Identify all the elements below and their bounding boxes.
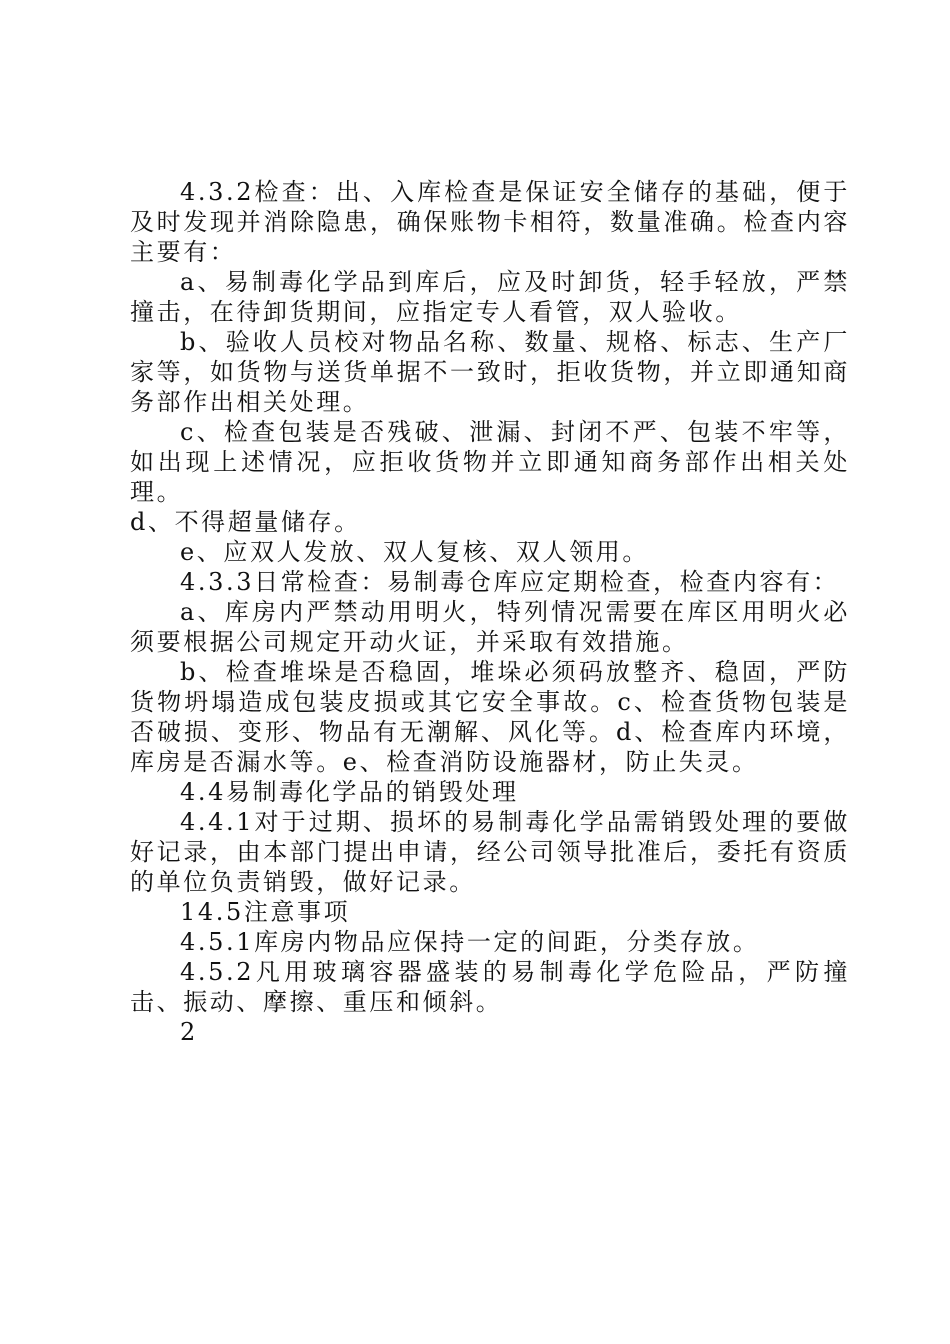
paragraph-item-a-unloading: a、易制毒化学品到库后，应及时卸货，轻手轻放，严禁撞击，在待卸货期间，应指定专人看管，双人验收。	[130, 268, 850, 326]
paragraph-item-b-verification: b、验收人员校对物品名称、数量、规格、标志、生产厂家等，如货物与送货单据不一致时，拒收货物，并立即通知商务部作出相关处理。	[130, 328, 850, 416]
page-number: 2	[180, 1018, 198, 1046]
paragraph-daily-a-open-fire: a、库房内严禁动用明火，特列情况需要在库区用明火必须要根据公司规定开动火证，并采取有效措施。	[130, 598, 850, 656]
paragraph-item-c-packaging: c、检查包装是否残破、泄漏、封闭不严、包装不牢等，如出现上述情况，应拒收货物并立即通知商务部作出相关处理。	[130, 418, 850, 506]
paragraph-4-3-3-daily-inspection: 4.3.3日常检查：易制毒仓库应定期检查，检查内容有：	[180, 568, 840, 596]
paragraph-4-3-2-inspection: 4.3.2检查：出、入库检查是保证安全储存的基础，便于及时发现并消除隐患，确保账物卡相符，数量准确。检查内容主要有：	[130, 178, 850, 266]
heading-14-5-notes: 14.5注意事项	[180, 898, 351, 926]
paragraph-item-e-dual-control: e、应双人发放、双人复核、双人领用。	[180, 538, 650, 566]
paragraph-4-5-1-spacing: 4.5.1库房内物品应保持一定的间距，分类存放。	[180, 928, 760, 956]
document-page	[130, 177, 850, 1047]
paragraph-4-5-2-glass-containers: 4.5.2凡用玻璃容器盛装的易制毒化学危险品，严防撞击、振动、摩擦、重压和倾斜。	[130, 958, 850, 1016]
heading-4-4-destruction: 4.4易制毒化学品的销毁处理	[180, 778, 519, 806]
paragraph-4-4-1-destruction-process: 4.4.1对于过期、损坏的易制毒化学品需销毁处理的要做好记录，由本部门提出申请，经公司领导批准后，委托有资质的单位负责销毁，做好记录。	[130, 808, 850, 896]
paragraph-daily-b-stacking: b、检查堆垛是否稳固，堆垛必须码放整齐、稳固，严防货物坍塌造成包装皮损或其它安全事故。c、检查货物包装是否破损、变形、物品有无潮解、风化等。d、检查库内环境，库房是否漏水等。e、检查消防设施器材，防止失灵。	[130, 658, 850, 776]
paragraph-item-d-storage-limit: d、不得超量储存。	[130, 508, 361, 536]
